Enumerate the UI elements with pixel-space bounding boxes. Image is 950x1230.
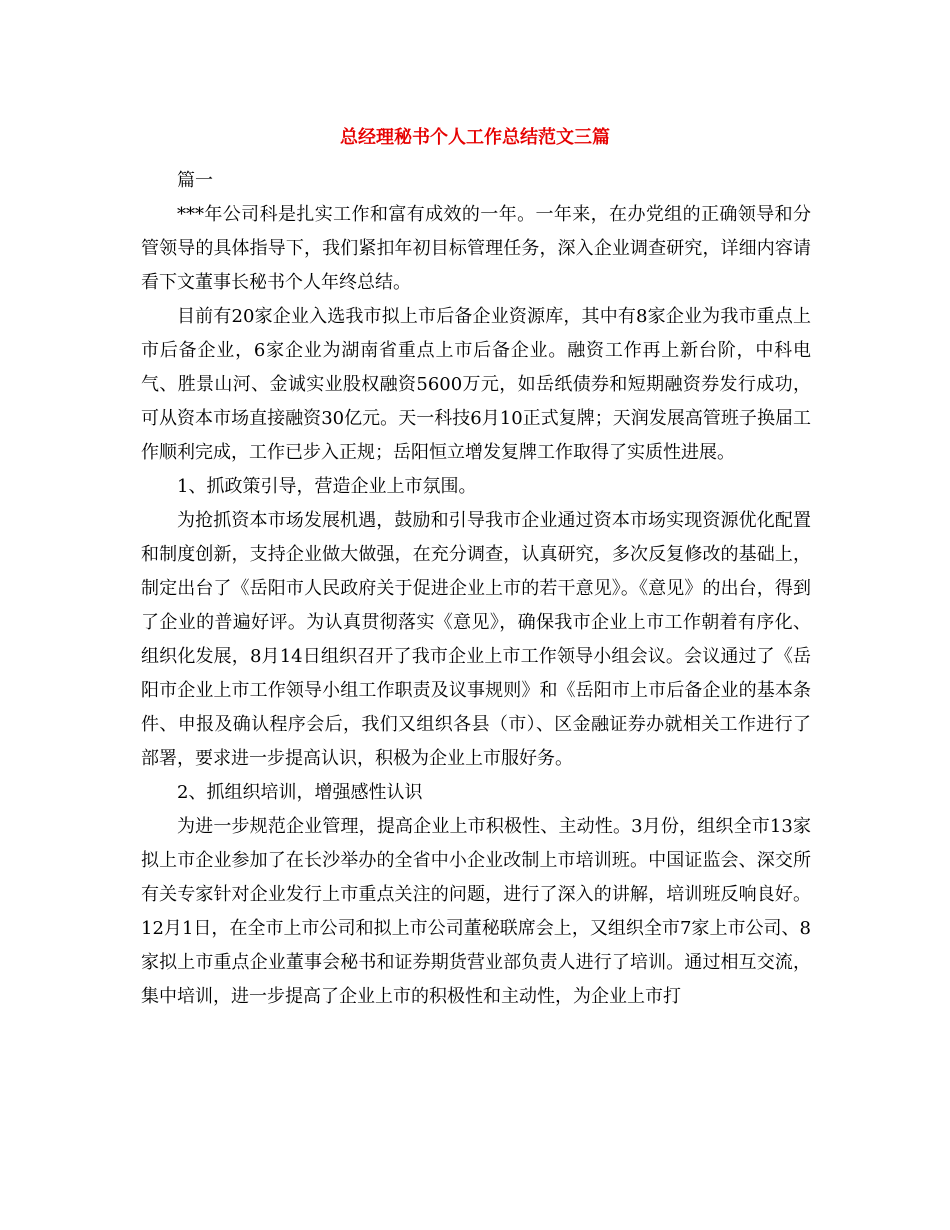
intro-paragraph: ***年公司科是扎实工作和富有成效的一年。一年来，在办党组的正确领导和分管领导的具体指导下，我们紧扣年初目标管理任务，深入企业调查研究，详细内容请看下文董事长秘书个人年终总结。 — [141, 204, 811, 293]
document-body — [141, 164, 811, 1014]
subheading-policy: 1、抓政策引导，营造企业上市氛围。 — [177, 476, 477, 497]
subheading-training: 2、抓组织培训，增强感性认识 — [177, 782, 423, 803]
training-paragraph: 为进一步规范企业管理，提高企业上市积极性、主动性。3月份，组织全市13家拟上市企业参加了在长沙举办的全省中小企业改制上市培训班。中国证监会、深交所有关专家针对企业发行上市重点关注的问题，进行了深入的讲解，培训班反响良好。12月1日，在全市上市公司和拟上市公司董秘联席会上，又组织全市7家上市公司、8家拟上市重点企业董事会秘书和证券期货营业部负责人进行了培训。通过相互交流，集中培训，进一步提高了企业上市的积极性和主动性，为企业上市打 — [141, 816, 811, 1007]
section-heading: 篇一 — [177, 170, 213, 191]
document-title: 总经理秘书个人工作总结范文三篇 — [340, 127, 610, 148]
overview-paragraph: 目前有20家企业入选我市拟上市后备企业资源库，其中有8家企业为我市重点上市后备企业，6家企业为湖南省重点上市后备企业。融资工作再上新台阶，中科电气、胜景山河、金诚实业股权融资5600万元，如岳纸债券和短期融资券发行成功，可从资本市场直接融资30亿元。天一科技6月10正式复牌；天润发展高管班子换届工作顺利完成，工作已步入正规；岳阳恒立增发复牌工作取得了实质性进展。 — [141, 306, 811, 463]
policy-paragraph: 为抢抓资本市场发展机遇，鼓励和引导我市企业通过资本市场实现资源优化配置和制度创新，支持企业做大做强，在充分调查，认真研究，多次反复修改的基础上，制定出台了《岳阳市人民政府关于促进企业上市的若干意见》。《意见》的出台，得到了企业的普遍好评。为认真贯彻落实《意见》，确保我市企业上市工作朝着有序化、组织化发展，8月14日组织召开了我市企业上市工作领导小组会议。会议通过了《岳阳市企业上市工作领导小组工作职责及议事规则》和《岳阳市上市后备企业的基本条件、申报及确认程序会后，我们又组织各县（市）、区金融证券办就相关工作进行了部署，要求进一步提高认识，积极为企业上市服好务。 — [141, 510, 811, 769]
